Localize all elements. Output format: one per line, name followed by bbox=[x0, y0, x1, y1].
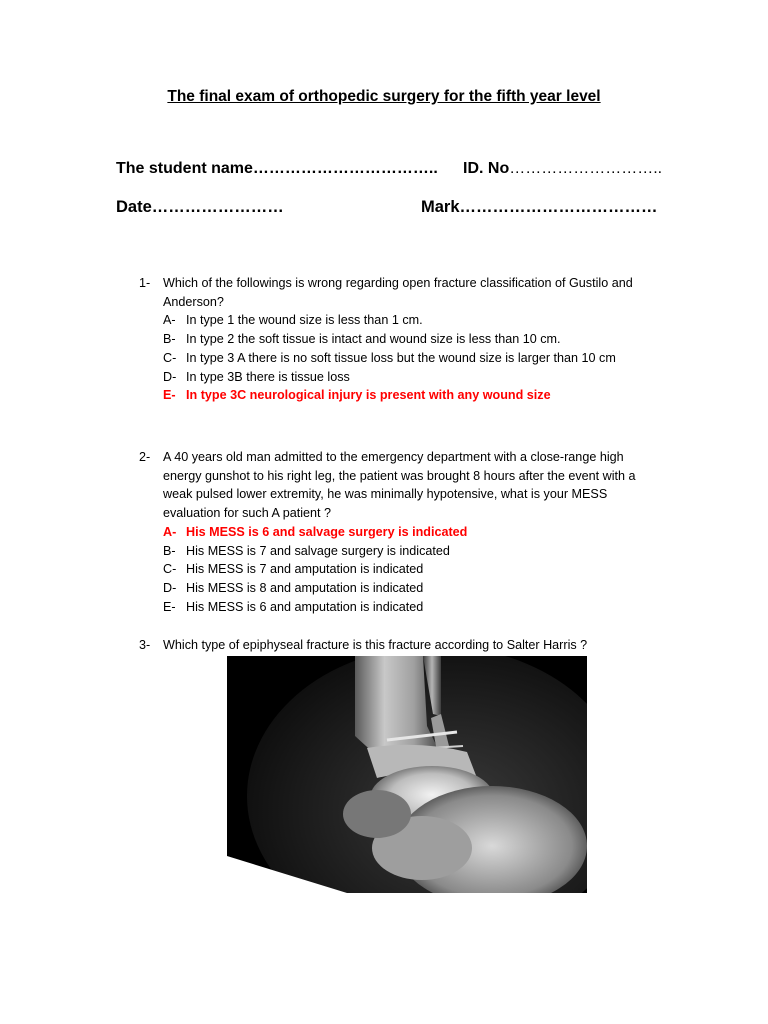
question-2 bbox=[139, 448, 659, 616]
student-name-blank: …………………………….. bbox=[252, 160, 438, 177]
mark-label: Mark bbox=[421, 198, 460, 216]
option-list bbox=[163, 311, 659, 405]
option-e: E- His MESS is 6 and amputation is indicated bbox=[163, 599, 424, 614]
question-1 bbox=[139, 274, 659, 405]
date-label: Date bbox=[116, 198, 152, 216]
option-d: D- In type 3B there is tissue loss bbox=[163, 369, 350, 384]
student-info-row bbox=[116, 160, 676, 178]
option-list bbox=[163, 523, 659, 617]
question-stem: A 40 years old man admitted to the emergency department with a close-range high energy gunshot to his right leg, the patient was brought 8 hours after the event with a weak pulsed lower extremity, he was minimally hypotensive, what is your MESS evaluation for such A patient ? bbox=[163, 450, 636, 521]
date-blank: …………………… bbox=[151, 198, 284, 216]
student-name-field bbox=[116, 160, 438, 177]
date-mark-row bbox=[116, 198, 676, 217]
question-3 bbox=[139, 636, 659, 655]
ankle-xray-image bbox=[227, 656, 587, 893]
question-stem: Which type of epiphyseal fracture is this fracture according to Salter Harris ? bbox=[163, 638, 588, 652]
option-c: C- In type 3 A there is no soft tissue loss but the wound size is larger than 10 cm bbox=[163, 350, 616, 365]
id-field bbox=[463, 160, 662, 178]
option-a-correct-answer: A- His MESS is 6 and salvage surgery is indicated bbox=[163, 524, 468, 539]
option-b: B- In type 2 the soft tissue is intact and wound size is less than 10 cm. bbox=[163, 332, 561, 347]
question-number: 1- bbox=[139, 276, 151, 290]
date-field bbox=[116, 198, 284, 216]
option-b: B- His MESS is 7 and salvage surgery is indicated bbox=[163, 543, 450, 558]
mark-field bbox=[421, 198, 658, 217]
option-d: D- His MESS is 8 and amputation is indicated bbox=[163, 580, 424, 595]
question-stem: Which of the followings is wrong regarding open fracture classification of Gustilo and Anderson? bbox=[163, 276, 633, 309]
ankle-xray-drawing bbox=[227, 656, 587, 893]
question-number: 2- bbox=[139, 450, 151, 464]
option-a: A- In type 1 the wound size is less than 1 cm. bbox=[163, 313, 423, 328]
id-label: ID. No bbox=[463, 160, 510, 177]
mark-blank: ……………………………… bbox=[459, 198, 658, 216]
id-blank: ……………………….. bbox=[509, 160, 663, 177]
exam-title: The final exam of orthopedic surgery for the fifth year level bbox=[167, 88, 601, 105]
question-number: 3- bbox=[139, 638, 151, 652]
option-e-correct-answer: E- In type 3C neurological injury is present with any wound size bbox=[163, 388, 551, 403]
student-name-label: The student name bbox=[116, 160, 253, 177]
option-c: C- His MESS is 7 and amputation is indicated bbox=[163, 562, 424, 577]
